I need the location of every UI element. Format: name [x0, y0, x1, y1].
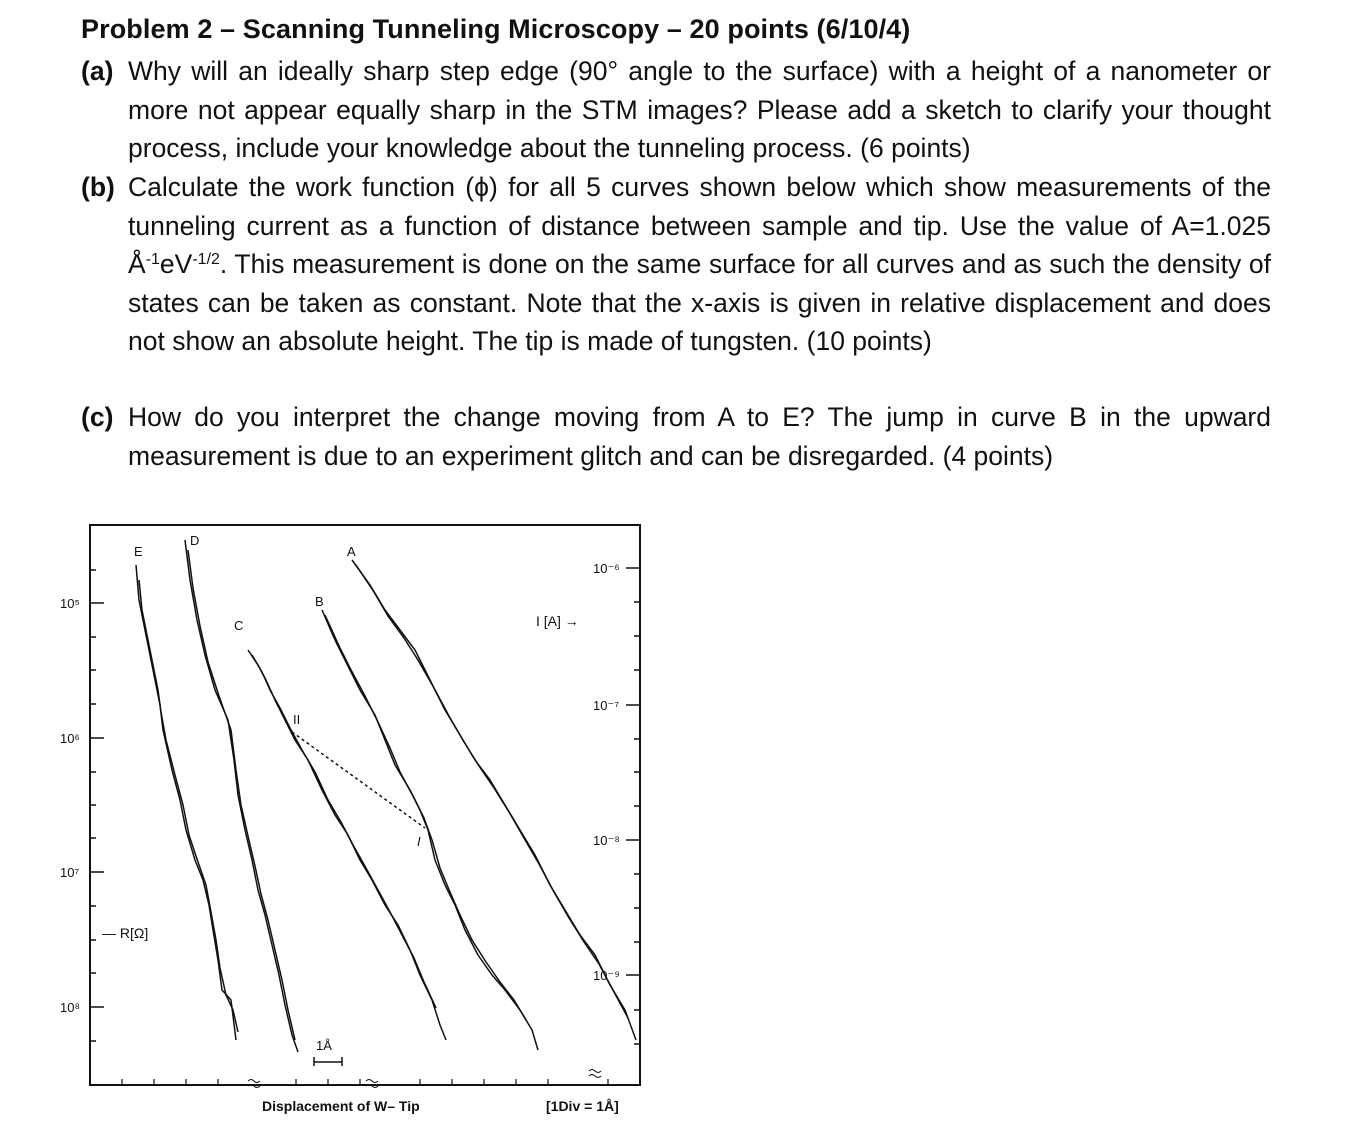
left-axis-label: — R[Ω] — [102, 925, 149, 941]
left-tick-marks — [90, 570, 104, 1041]
right-axis-tick-labels — [593, 561, 620, 983]
curve-a-return — [356, 565, 628, 1018]
plot-frame — [90, 525, 640, 1085]
question-b-text-2: eV — [159, 249, 193, 280]
curve-e-return — [139, 580, 238, 1032]
left-tick-label: 10⁷ — [60, 865, 80, 880]
stm-chart — [0, 500, 1348, 1140]
question-b-label: (b) — [81, 172, 115, 202]
scale-bar — [314, 1038, 342, 1066]
curve-b-return — [325, 615, 526, 1020]
right-tick-label: 10⁻⁹ — [593, 968, 620, 983]
scale-note: [1Div = 1Å] — [546, 1098, 619, 1114]
question-c-text: How do you interpret the change moving from A to E? The jump in curve B in the upward measurement is due to an experiment glitch and can be disregarded. (4 points) — [128, 402, 1271, 471]
x-axis-label: Displacement of W– Tip — [262, 1098, 420, 1114]
question-b-text-3: . This measurement is done on the same surface for all curves and as such the density of states can be taken as constant. Note that the x-axis is given in relative displacement and does not show an absolute height. The tip is made of tungsten. (10 points) — [128, 249, 1271, 357]
curve-e — [136, 565, 236, 1040]
annotation-i: I — [417, 834, 421, 849]
curve-label-d: D — [190, 533, 200, 548]
problem-title: Problem 2 – Scanning Tunneling Microscopy – 20 points (6/10/4) — [81, 14, 911, 44]
question-b — [81, 168, 1271, 361]
curve-label-b: B — [315, 594, 324, 609]
annotation-ii: II — [293, 712, 301, 727]
scale-bar-label: 1Å — [316, 1038, 332, 1053]
question-b-sup-2: -1/2 — [192, 251, 220, 269]
curve-label-c: C — [234, 618, 244, 633]
question-b-sup-1: -1 — [145, 251, 160, 269]
curve-c-return — [252, 655, 436, 1008]
left-tick-label: 10⁵ — [60, 596, 80, 611]
stm-figure — [0, 500, 1348, 1140]
question-b-text-1: Calculate the work function (ϕ) for all 5 curves shown below which show measurements of the tunneling current as a function of distance between sample and tip. Use the value of A=1.025 Å — [128, 172, 1271, 280]
curve-labels — [134, 533, 421, 849]
right-tick-marks — [626, 568, 640, 1044]
left-tick-label: 10⁶ — [60, 731, 80, 746]
question-c — [81, 398, 1271, 475]
right-tick-label: 10⁻⁸ — [593, 833, 620, 848]
question-b-text — [128, 168, 1271, 361]
question-a-text: Why will an ideally sharp step edge (90° angle to the surface) with a height of a nanometer or more not appear equally sharp in the STM images? Please add a sketch to clarify your thought process, include your knowledge about the tunneling process. (6 points) — [128, 56, 1271, 164]
question-a — [81, 52, 1271, 168]
curve-label-a: A — [347, 544, 356, 559]
right-tick-label: 10⁻⁶ — [593, 561, 620, 576]
left-axis-tick-labels — [60, 596, 80, 1015]
question-a-label: (a) — [81, 56, 114, 86]
right-tick-label: 10⁻⁷ — [593, 698, 620, 713]
question-c-label: (c) — [81, 402, 114, 432]
curve-label-e: E — [134, 544, 143, 559]
left-tick-label: 10⁸ — [60, 1000, 80, 1015]
right-axis-label: I [A] → — [536, 613, 579, 629]
